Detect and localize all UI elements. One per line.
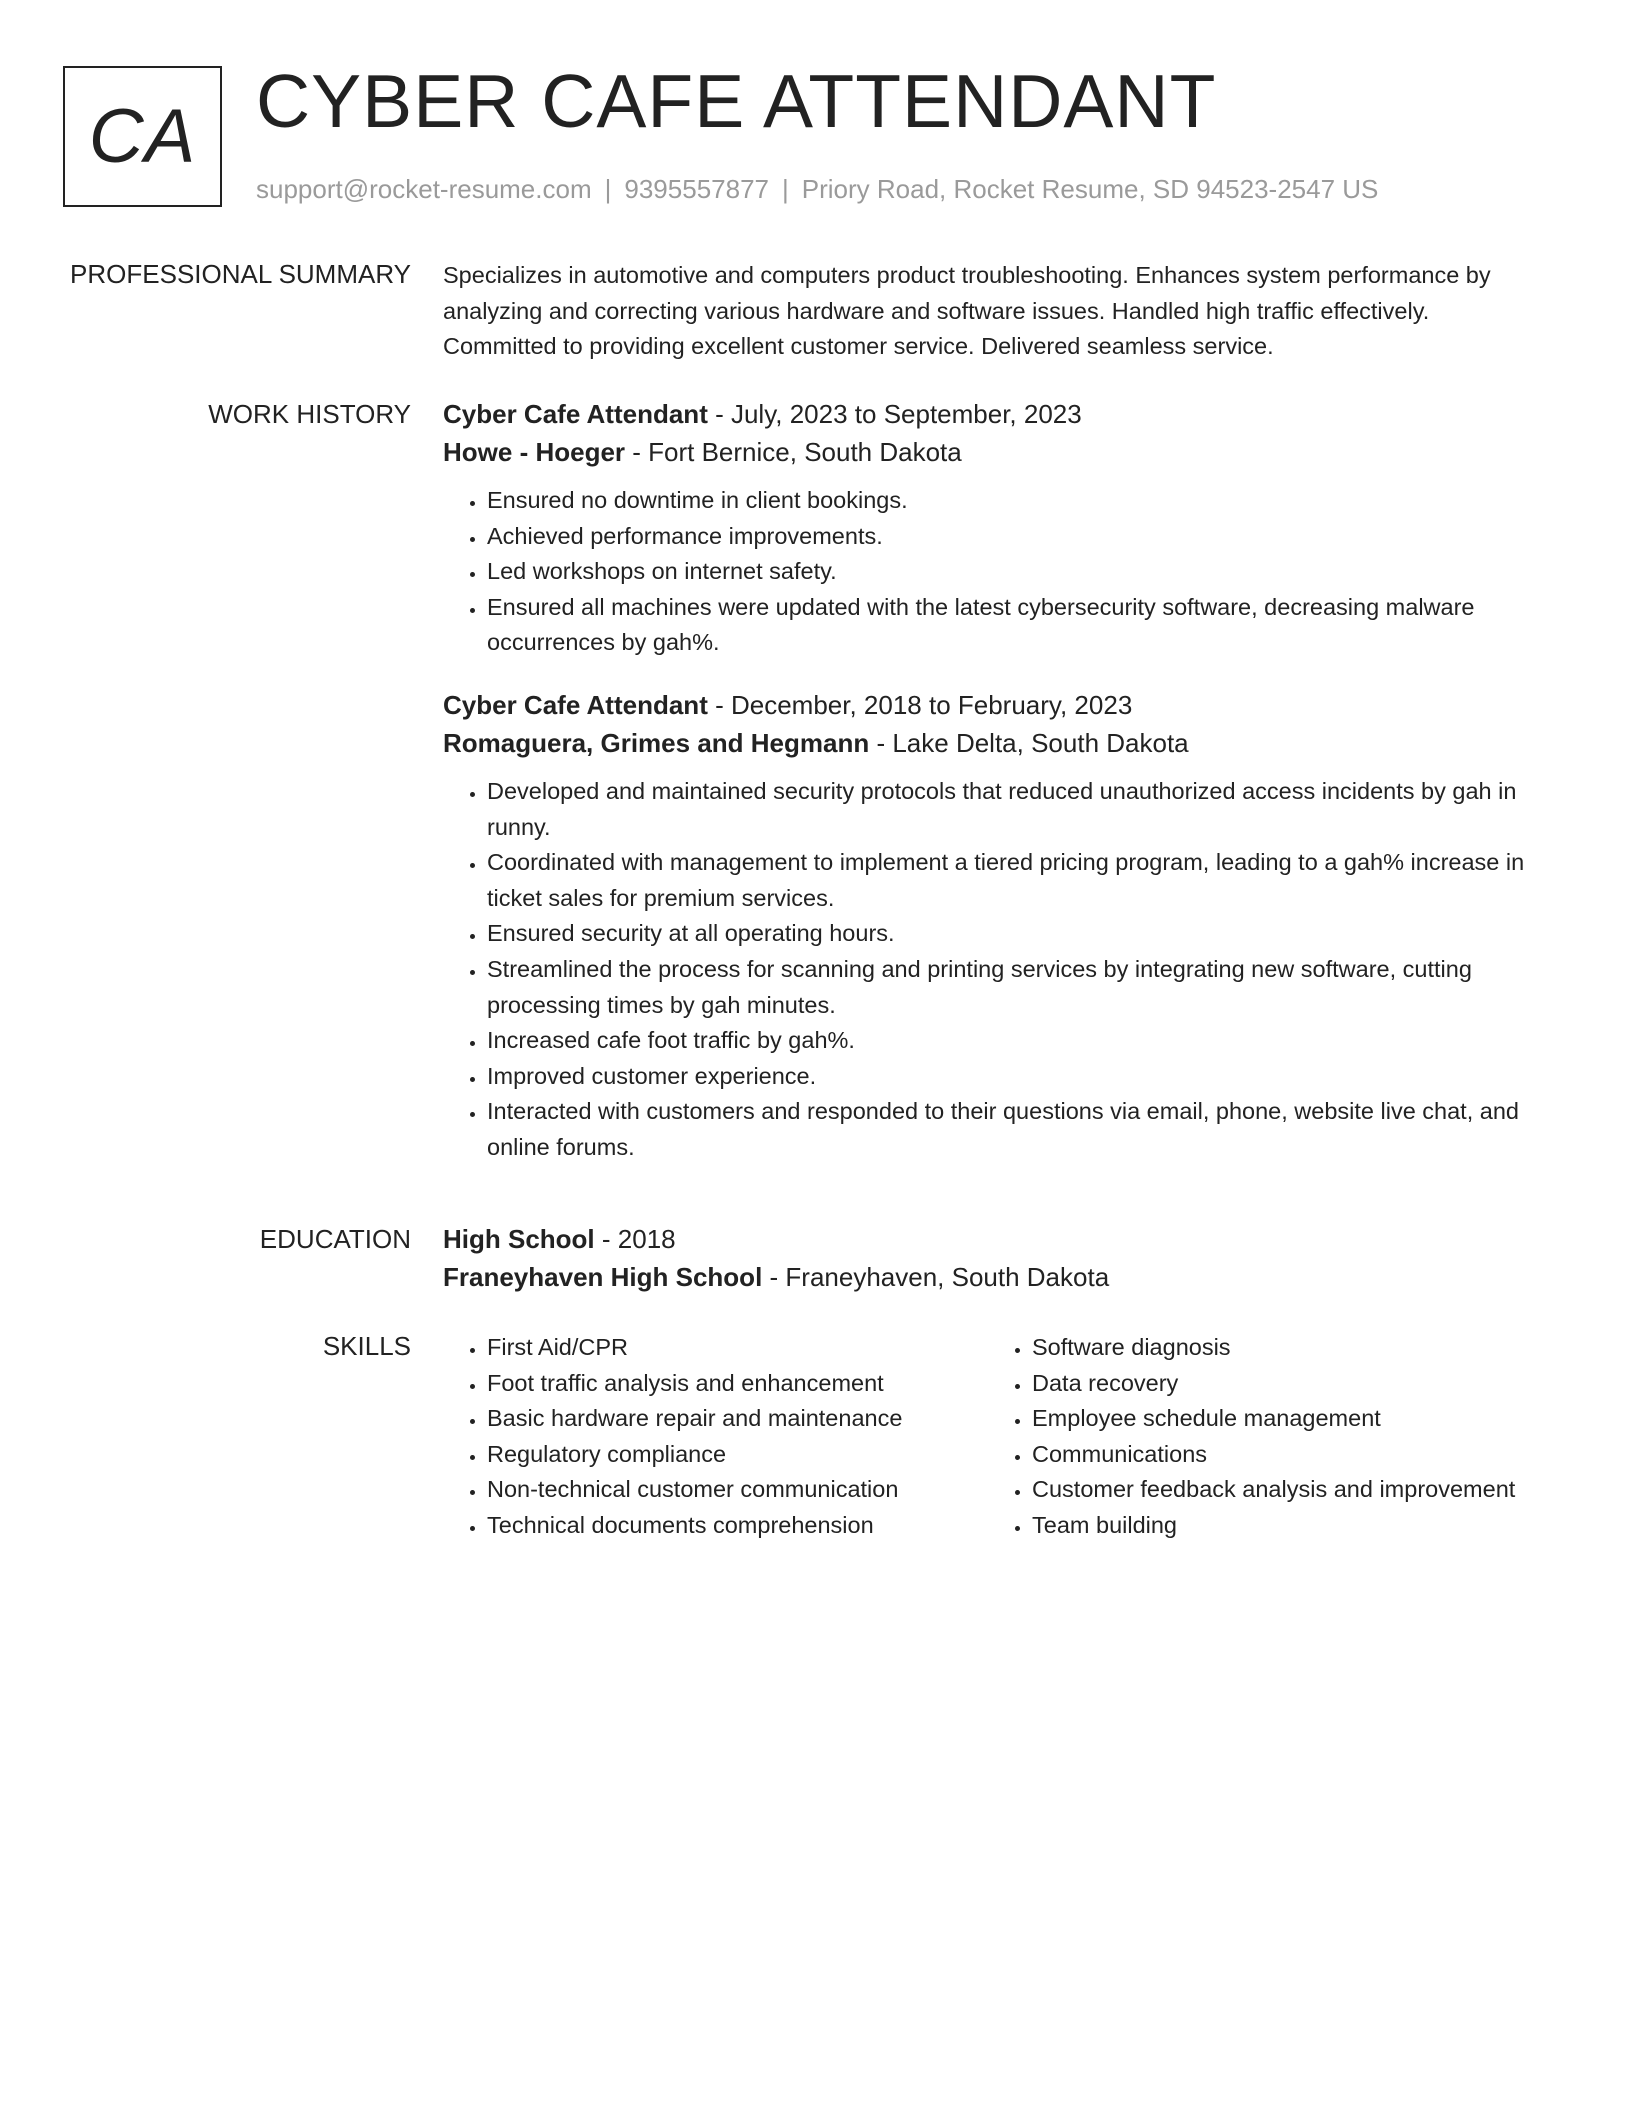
work-history-body — [443, 398, 1549, 1166]
job-bullet: • Interacted with customers and responded to their questions via email, phone, website live chat, and online forums. — [487, 1094, 1549, 1165]
job-bullets — [443, 483, 1549, 661]
skill-item: • Basic hardware repair and maintenance — [487, 1401, 988, 1437]
skill-item: • Communications — [1032, 1437, 1533, 1473]
job-bullet: • Developed and maintained security protocols that reduced unauthorized access incidents by gah in runny. — [487, 774, 1549, 845]
job-bullet: • Achieved performance improvements. — [487, 519, 1549, 555]
job-entry — [443, 398, 1549, 661]
skills-body — [443, 1330, 1549, 1544]
education-degree-line — [443, 1223, 1549, 1255]
skill-item: • Customer feedback analysis and improvement — [1032, 1472, 1533, 1508]
contact-line — [256, 172, 1378, 206]
job-company-line — [443, 727, 1549, 759]
job-company-line — [443, 436, 1549, 468]
job-bullet: • Increased cafe foot traffic by gah%. — [487, 1023, 1549, 1059]
job-title-line — [443, 398, 1549, 430]
skills-column-left — [443, 1330, 988, 1544]
job-title: Cyber Cafe Attendant — [443, 399, 708, 429]
job-title-line — [443, 689, 1549, 721]
contact-phone[interactable]: 9395557877 — [624, 174, 769, 204]
education-school: Franeyhaven High School — [443, 1262, 763, 1292]
skill-item: • Software diagnosis — [1032, 1330, 1533, 1366]
education-location: - Franeyhaven, South Dakota — [762, 1262, 1110, 1292]
work-history-heading: WORK HISTORY — [208, 399, 411, 429]
skill-item: • First Aid/CPR — [487, 1330, 988, 1366]
contact-email[interactable]: support@rocket-resume.com — [256, 174, 592, 204]
job-location: - Fort Bernice, South Dakota — [625, 437, 962, 467]
contact-address: Priory Road, Rocket Resume, SD 94523-2547 US — [801, 174, 1379, 204]
contact-separator: | — [604, 174, 612, 204]
skill-item: • Technical documents comprehension — [487, 1508, 988, 1544]
summary-body — [443, 258, 1549, 365]
job-bullet: • Ensured security at all operating hours. — [487, 916, 1549, 952]
initials-monogram: CA — [63, 66, 222, 207]
summary-text: Specializes in automotive and computers product troubleshooting. Enhances system performance by analyzing and correcting various hardware and software issues. Handled high traffic effectively. Committed to providing excellent customer service. Delivered seamless service. — [443, 262, 1491, 360]
skill-item: • Regulatory compliance — [487, 1437, 988, 1473]
job-entry — [443, 689, 1549, 1166]
job-company: Howe - Hoeger — [443, 437, 626, 467]
job-bullet: • Improved customer experience. — [487, 1059, 1549, 1095]
education-heading: EDUCATION — [259, 1224, 411, 1254]
skills-heading: SKILLS — [322, 1331, 411, 1361]
job-bullets — [443, 774, 1549, 1166]
skill-item: • Employee schedule management — [1032, 1401, 1533, 1437]
skill-item: • Team building — [1032, 1508, 1533, 1544]
job-bullet: • Ensured no downtime in client bookings. — [487, 483, 1549, 519]
job-company: Romaguera, Grimes and Hegmann — [443, 727, 870, 758]
job-dates: - July, 2023 to September, 2023 — [707, 399, 1082, 429]
skill-item: • Foot traffic analysis and enhancement — [487, 1366, 988, 1402]
job-dates: - December, 2018 to February, 2023 — [707, 689, 1133, 720]
job-bullet: • Ensured all machines were updated with the latest cybersecurity software, decreasing malware occurrences by gah%. — [487, 590, 1549, 661]
job-location: - Lake Delta, South Dakota — [869, 727, 1189, 758]
skills-list — [443, 1330, 988, 1544]
skill-item: • Non-technical customer communication — [487, 1472, 988, 1508]
contact-separator: | — [782, 174, 789, 204]
education-degree: High School — [443, 1224, 595, 1254]
job-bullet: • Streamlined the process for scanning and printing services by integrating new software, cutting processing times by gah minutes. — [487, 952, 1549, 1023]
job-bullet: • Led workshops on internet safety. — [487, 554, 1549, 590]
resume-title: CYBER CAFE ATTENDANT — [256, 59, 1217, 143]
job-bullet: • Coordinated with management to implement a tiered pricing program, leading to a gah% increase in ticket sales for premium services. — [487, 845, 1549, 916]
skills-list — [988, 1330, 1533, 1544]
skills-column-right — [988, 1330, 1533, 1544]
education-body — [443, 1223, 1549, 1293]
education-year: - 2018 — [594, 1224, 676, 1254]
summary-heading: PROFESSIONAL SUMMARY — [70, 259, 411, 289]
job-title: Cyber Cafe Attendant — [443, 689, 708, 720]
education-school-line — [443, 1261, 1549, 1293]
skill-item: • Data recovery — [1032, 1366, 1533, 1402]
